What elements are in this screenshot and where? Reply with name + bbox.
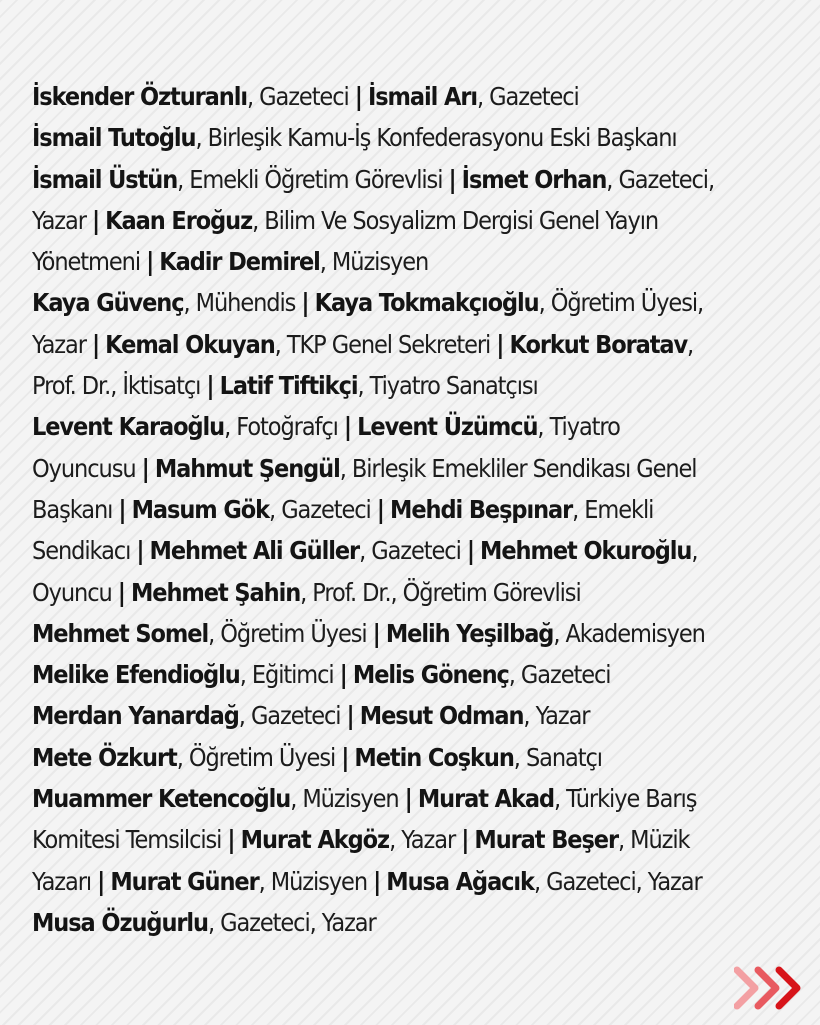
person-title: , Öğretim Üyesi: [176, 742, 342, 772]
person-title: , Öğretim Üyesi: [208, 618, 373, 648]
text-line: [32, 159, 725, 200]
person-title: , Gazeteci: [238, 701, 347, 731]
text-line: [32, 902, 725, 943]
person-name: Kadir Demirel: [159, 247, 320, 277]
separator: |: [343, 412, 352, 442]
separator: |: [466, 536, 474, 566]
person-name: Murat Beşer: [474, 825, 618, 855]
person-title: Oyuncu: [32, 577, 118, 607]
separator: |: [346, 701, 354, 731]
text-line: [32, 406, 725, 447]
person-name: Mehdi Beşpınar: [390, 494, 573, 524]
person-title: , Gazeteci: [246, 82, 355, 111]
person-name: Mehmet Şahin: [131, 577, 301, 607]
person-title: Yazarı: [32, 866, 98, 896]
person-title: , Müzisyen: [258, 866, 374, 896]
person-name: Mete Özkurt: [32, 742, 177, 772]
person-name: İsmet Orhan: [461, 164, 607, 194]
person-name: Mehmet Ali Güller: [149, 536, 360, 566]
text-line: [32, 530, 725, 571]
text-line: [32, 448, 725, 489]
person-title: Sendikacı: [32, 536, 137, 566]
person-name: Latif Tiftikçi: [219, 371, 358, 401]
separator: |: [136, 536, 144, 566]
person-title: , Müzisyen: [319, 247, 429, 277]
person-title: Komitesi Temsilcisi: [32, 825, 228, 855]
person-title: , Müzik: [617, 825, 690, 855]
person-title: , TKP Genel Sekreteri: [274, 329, 497, 359]
person-name: Musa Özuğurlu: [32, 907, 208, 937]
person-name: İskender Özturanlı: [32, 82, 247, 111]
person-title: , Emekli: [572, 494, 654, 524]
person-name: Muammer Ketencoğlu: [32, 784, 291, 814]
person-title: , Yazar: [523, 701, 590, 731]
person-title: , Emekli Öğretim Görevlisi: [177, 164, 449, 194]
person-name: Melis Gönenç: [352, 660, 509, 690]
person-title: , Gazeteci: [269, 494, 377, 524]
text-line: [32, 613, 725, 654]
chevron-right-icon: [758, 970, 776, 1006]
signatories-list: [32, 76, 802, 943]
person-title: , Gazeteci: [508, 660, 611, 690]
separator: |: [97, 866, 105, 896]
separator: |: [372, 618, 380, 648]
person-title: Prof. Dr., İktisatçı: [32, 371, 207, 401]
person-title: , Fotoğrafçı: [224, 412, 344, 442]
person-title: , Akademisyen: [553, 618, 705, 648]
person-name: Mehmet Okuroğlu: [480, 536, 692, 566]
text-line: [32, 572, 725, 613]
text-line: [32, 737, 725, 778]
person-name: Melike Efendioğlu: [32, 660, 240, 690]
text-line: [32, 282, 725, 323]
text-line: [32, 76, 725, 117]
person-title: , Sanatçı: [513, 742, 602, 772]
text-line: [32, 324, 725, 365]
separator: |: [376, 494, 384, 524]
text-line: [32, 241, 725, 282]
separator: |: [496, 329, 504, 359]
person-title: , Müzisyen: [290, 784, 405, 814]
separator: |: [227, 825, 235, 855]
person-name: Mehmet Somel: [32, 618, 209, 648]
person-title: , Mühendis: [183, 288, 302, 318]
person-name: İsmail Tutoğlu: [32, 123, 196, 153]
person-name: Kaya Tokmakçıoğlu: [314, 288, 539, 318]
separator: |: [91, 329, 100, 359]
separator: |: [354, 82, 362, 111]
person-title: , Türkiye Barış: [554, 784, 697, 814]
person-name: Kemal Okuyan: [105, 329, 275, 359]
person-title: , Yazar: [389, 825, 462, 855]
person-title: , Birleşik Kamu-İş Konfederasyonu Eski Başkanı: [195, 123, 677, 153]
person-title: , Birleşik Emekliler Sendikası Genel: [339, 453, 697, 483]
person-title: , Gazeteci: [359, 536, 467, 566]
person-title: , Öğretim Üyesi,: [538, 288, 704, 318]
separator: |: [448, 164, 456, 194]
person-name: Kaan Eroğuz: [105, 205, 253, 235]
person-title: , Tiyatro Sanatçısı: [357, 371, 538, 401]
text-line: [32, 200, 725, 241]
person-title: , Gazeteci: [477, 82, 579, 111]
text-line: [32, 819, 725, 860]
person-name: Levent Üzümcü: [357, 412, 538, 442]
text-line: [32, 695, 725, 736]
separator: |: [339, 660, 347, 690]
text-line: [32, 365, 725, 406]
separator: |: [461, 825, 469, 855]
person-name: Musa Ağacık: [386, 866, 534, 896]
person-title: , Eğitimci: [239, 660, 340, 690]
person-name: Korkut Boratav: [509, 329, 688, 359]
separator: |: [404, 784, 412, 814]
chevron-right-icon: [737, 970, 755, 1006]
separator: |: [117, 577, 125, 607]
person-title: ,: [691, 536, 698, 566]
person-name: Murat Akad: [417, 784, 555, 814]
person-name: Metin Coşkun: [354, 742, 514, 772]
person-title: ,: [687, 329, 694, 359]
text-line: [32, 778, 725, 819]
text-line: [32, 654, 725, 695]
person-title: , Gazeteci, Yazar: [533, 866, 702, 896]
separator: |: [91, 205, 100, 235]
person-name: Murat Güner: [110, 866, 259, 896]
person-name: İsmail Üstün: [32, 164, 178, 194]
separator: |: [146, 247, 154, 277]
separator: |: [341, 742, 349, 772]
text-line: [32, 861, 725, 902]
text-line: [32, 117, 725, 158]
separator: |: [373, 866, 381, 896]
person-name: İsmail Arı: [367, 82, 478, 111]
person-name: Merdan Yanardağ: [32, 701, 239, 731]
person-name: Levent Karaoğlu: [32, 412, 225, 442]
next-arrows-icon[interactable]: [734, 966, 804, 1010]
separator: |: [206, 371, 214, 401]
person-name: Masum Gök: [131, 494, 270, 524]
person-title: , Bilim Ve Sosyalizm Dergisi Genel Yayın: [252, 205, 659, 235]
person-title: Oyuncusu: [32, 453, 142, 483]
person-name: Kaya Güvenç: [32, 288, 184, 318]
person-title: , Gazeteci, Yazar: [207, 907, 376, 937]
separator: |: [301, 288, 309, 318]
person-title: , Tiyatro: [537, 412, 620, 442]
person-title: , Prof. Dr., Öğretim Görevlisi: [300, 577, 581, 607]
chevron-right-icon: [779, 970, 797, 1006]
separator: |: [118, 494, 126, 524]
person-name: Melih Yeşilbağ: [385, 618, 554, 648]
person-title: Yazar: [32, 329, 92, 359]
person-title: Başkanı: [32, 494, 119, 524]
text-line: [32, 489, 725, 530]
person-name: Mesut Odman: [359, 701, 524, 731]
person-name: Murat Akgöz: [240, 825, 390, 855]
person-title: Yazar: [32, 205, 92, 235]
person-title: Yönetmeni: [32, 247, 147, 277]
person-name: Mahmut Şengül: [154, 453, 340, 483]
person-title: , Gazeteci,: [606, 164, 715, 194]
separator: |: [141, 453, 149, 483]
